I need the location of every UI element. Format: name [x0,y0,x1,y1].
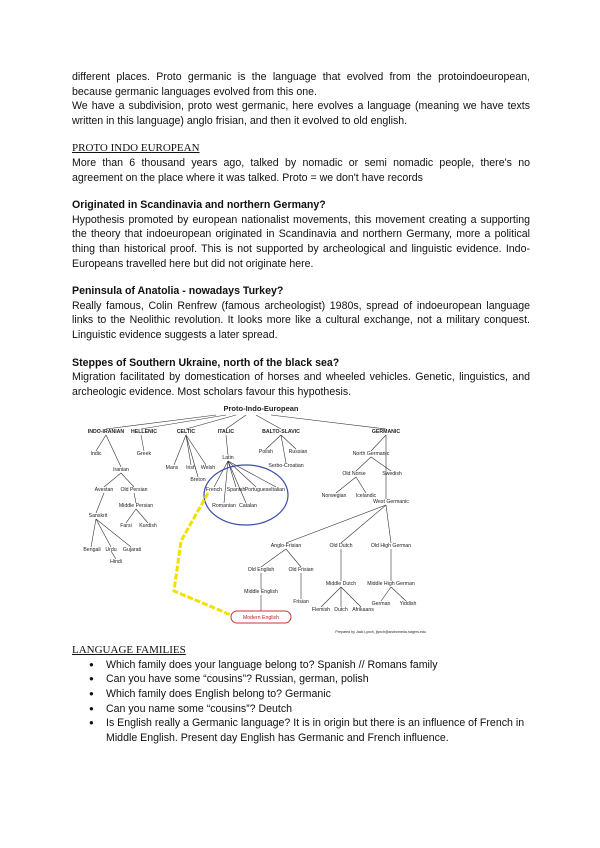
node-north-germanic: North Germanic [352,451,390,458]
list-item: ● Can you have some “cousins”? Russian, german, polish [106,672,530,687]
node-old-norse: Old Norse [342,471,366,478]
node-latin: Latin [222,455,234,462]
node-gujarati: Gujarati [122,547,142,554]
tree-credit: Prepared by Jack Lynch, jlynch@andromeda.rutgers.edu [335,630,426,635]
node-flemish: Flemish [311,607,331,614]
node-polish: Polish [258,449,274,456]
node-frisian: Frisian [293,599,309,606]
branch-hellenic: HELLENIC [131,429,157,436]
families-list [72,658,530,746]
scandinavia-heading: Originated in Scandinavia and northern Germany? [72,199,326,212]
branch-balto-slavic: BALTO-SLAVIC [262,429,300,436]
node-anglo-frisian: Anglo-Frisian [270,543,302,550]
node-middle-dutch: Middle Dutch [325,581,357,588]
node-old-english: Old English [247,567,275,574]
list-item: ● Is English really a Germanic language? It is in origin but there is an influence of French in Middle English. Present day English has Germanic and French influence. [106,716,530,745]
node-iranian: Iranian [113,467,129,474]
branch-indo-iranian: INDO-IRANIAN [87,429,125,436]
steppes-text: Migration facilitated by domestication of horses and wheeled vehicles. Genetic, linguistics, and archeologic evidence. Most scholars favour this hypothesis. [72,371,530,398]
node-afrikaans: Afrikaans [352,607,374,614]
intro-paragraph-1: different places. Proto germanic is the language that evolved from the protoindoeuropean, because germanic languages evolved from this one. [72,71,530,98]
node-german: German [371,601,391,608]
node-catalan: Catalan [239,503,257,510]
node-sanskrit: Sanskrit [88,513,108,520]
node-dutch: Dutch [334,607,348,614]
scandinavia-text: Hypothesis promoted by european nationalist movements, this movement creating a supporting the theory that indoeuropean originated in Scandinavia and northern Germany, more a political thing than historical proof. This is not supported by archeological and linguistic evidence. Indo-Europeans travelled here but did not originate here. [72,213,530,270]
branch-celtic: CELTIC [176,429,196,436]
node-spanish: Spanish [226,487,246,494]
node-manx: Manx [165,465,179,472]
document-page [72,70,530,745]
node-serbo-croatian: Serbo-Croatian [268,463,304,470]
node-hindi: Hindi [110,559,122,566]
node-old-high-german: Old High German [370,543,412,550]
branch-italic: ITALIC [217,429,235,436]
node-old-dutch: Old Dutch [329,543,353,550]
node-breton: Breton [190,477,206,484]
node-yiddish: Yiddish [399,601,417,608]
node-avestan: Avestan [94,487,114,494]
list-item: ● Which family does English belong to? Germanic [106,687,530,702]
node-icelandic: Icelandic [355,493,377,500]
node-middle-english: Middle English [244,589,278,596]
list-item: ● Which family does your language belong to? Spanish // Romans family [106,658,530,673]
node-russian: Russian [288,449,308,456]
node-old-frisian: Old Frisian [288,567,314,574]
language-tree-diagram [83,401,436,641]
node-indic: Indic [90,451,102,458]
node-welsh: Welsh [200,465,216,472]
node-irish: Irish [186,465,196,472]
node-french: French [205,487,223,494]
list-item: ● Can you name some “cousins”? Deutch [106,702,530,717]
node-italian: Italian [271,487,285,494]
families-heading: LANGUAGE FAMILIES [72,644,186,657]
pie-text: More than 6 thousand years ago, talked by nomadic or semi nomadic people, there's no agreement on the place where it was talked. Proto = we don't have records [72,156,530,184]
anatolia-heading: Peninsula of Anatolia - nowadays Turkey? [72,285,284,298]
anatolia-text: Really famous, Colin Renfrew (famous archeologist) 1980s, spread of indoeuropean language links to the Neolithic revolution. It looks more like a cultural exchange, not a military conquest. Linguistic evidence suggests a later spread. [72,299,530,341]
steppes-heading: Steppes of Southern Ukraine, north of the black sea? [72,356,340,369]
node-farsi: Farsi [120,523,132,530]
node-kurdish: Kurdish [139,523,157,530]
node-middle-persian: Middle Persian [118,503,154,510]
node-urdu: Urdu [105,547,117,554]
tree-root-label: Proto-Indo-European [223,404,299,414]
node-greek: Greek [136,451,152,458]
intro-paragraph-2: We have a subdivision, proto west germanic, here evolves a language (meaning we have texts written in this language) anglo frisian, and then it evolved to old english. [72,100,530,127]
node-norwegian: Norwegian [321,493,347,500]
node-portuguese: Portuguese [244,487,272,494]
pie-heading: PROTO INDO EUROPEAN [72,142,200,155]
node-modern-english: Modern English [242,615,280,622]
node-old-persian: Old Persian [120,487,148,494]
node-middle-high-german: Middle High German [367,581,415,588]
node-bengali: Bengali [83,547,101,554]
node-west-germanic: West Germanic [373,499,409,506]
node-swedish: Swedish [382,471,402,478]
branch-germanic: GERMANIC [371,429,401,436]
node-romanian: Romanian [212,503,236,510]
